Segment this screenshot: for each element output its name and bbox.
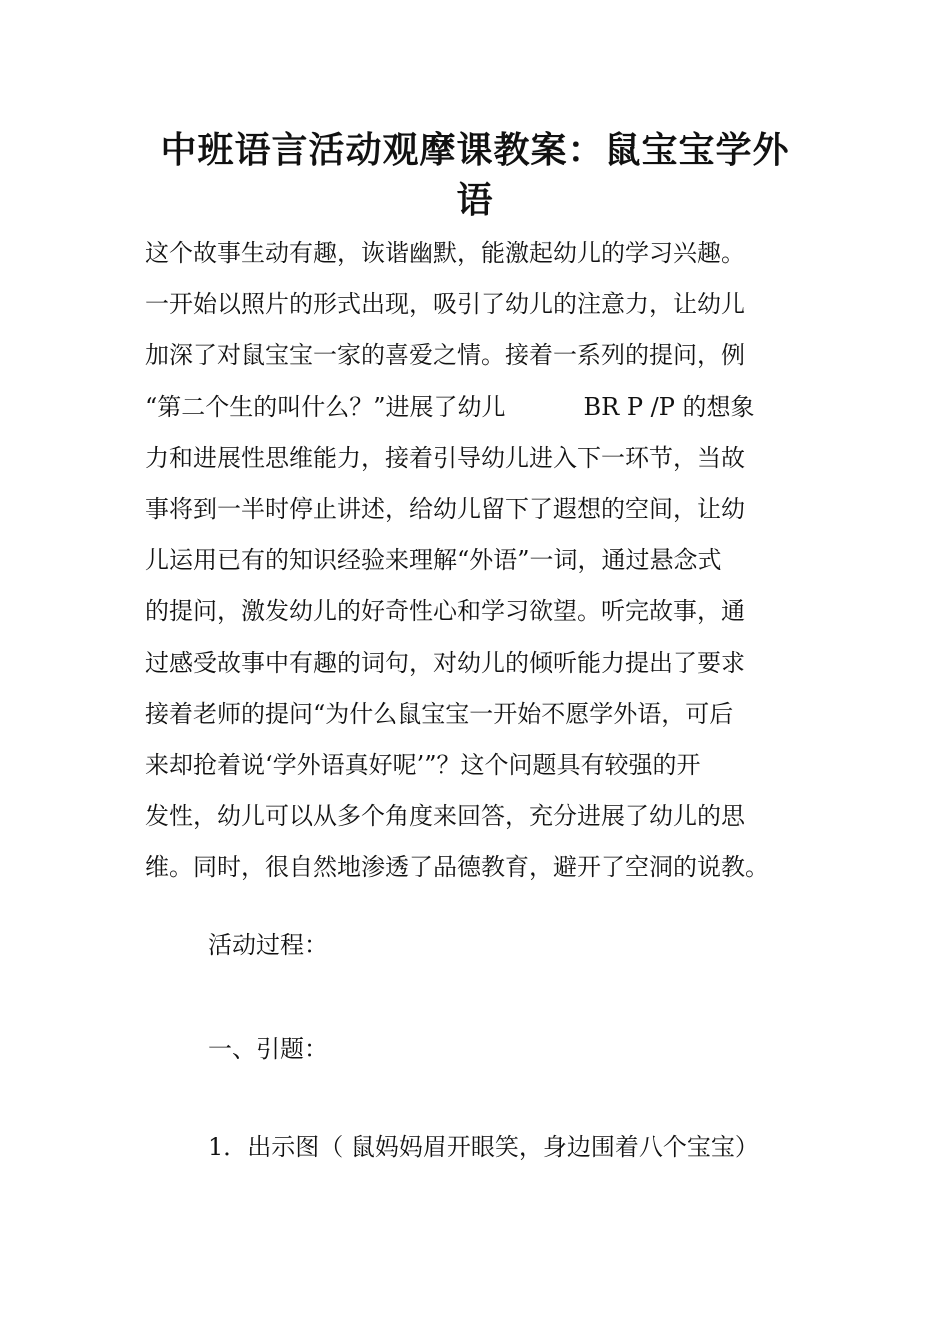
paragraph-line: 来却抢着说‘学外语真好呢’”？这个问题具有较强的开 (145, 750, 701, 779)
paragraph-line: 力和进展性思维能力，接着引导幼儿进入下一环节，当故 (145, 443, 745, 472)
paragraph-line: 一开始以照片的形式出现，吸引了幼儿的注意力，让幼儿 (145, 290, 745, 319)
intro-section-heading: 一、引题： (208, 1035, 328, 1063)
paragraph-line: 儿运用已有的知识经验来理解“外语”一词，通过悬念式 (145, 546, 722, 575)
paragraph-line (145, 382, 807, 433)
activity-process-heading: 活动过程： (208, 931, 328, 959)
title-line-2: 语 (456, 180, 494, 221)
paragraph-line-part: BR P /P 的想象 (583, 392, 755, 421)
list-item-1: 1．出示图（ 鼠妈妈眉开眼笑，身边围着八个宝宝） (208, 1133, 759, 1161)
paragraph-line: 的提问，激发幼儿的好奇性心和学习欲望。听完故事，通 (145, 597, 745, 626)
paragraph-line: 维。同时，很自然地渗透了品德教育，避开了空洞的说教。 (145, 853, 769, 882)
document-title (120, 126, 830, 226)
paragraph-line-part: “第二个生的叫什么？”进展了幼儿 (145, 392, 506, 421)
paragraph-line: 过感受故事中有趣的词句，对幼儿的倾听能力提出了要求 (145, 648, 745, 677)
paragraph-line: 事将到一半时停止讲述，给幼儿留下了遐想的空间，让幼 (145, 494, 745, 523)
paragraph-line: 这个故事生动有趣，诙谐幽默，能激起幼儿的学习兴趣。 (145, 239, 745, 267)
intro-paragraph (145, 228, 807, 893)
paragraph-line: 接着老师的提问“为什么鼠宝宝一开始不愿学外语，可后 (145, 699, 734, 728)
paragraph-line: 发性，幼儿可以从多个角度来回答，充分进展了幼儿的思 (145, 802, 745, 831)
paragraph-line: 加深了对鼠宝宝一家的喜爱之情。接着一系列的提问，例 (145, 341, 745, 370)
title-line-1: 中班语言活动观摩课教案：鼠宝宝学外 (160, 130, 790, 171)
